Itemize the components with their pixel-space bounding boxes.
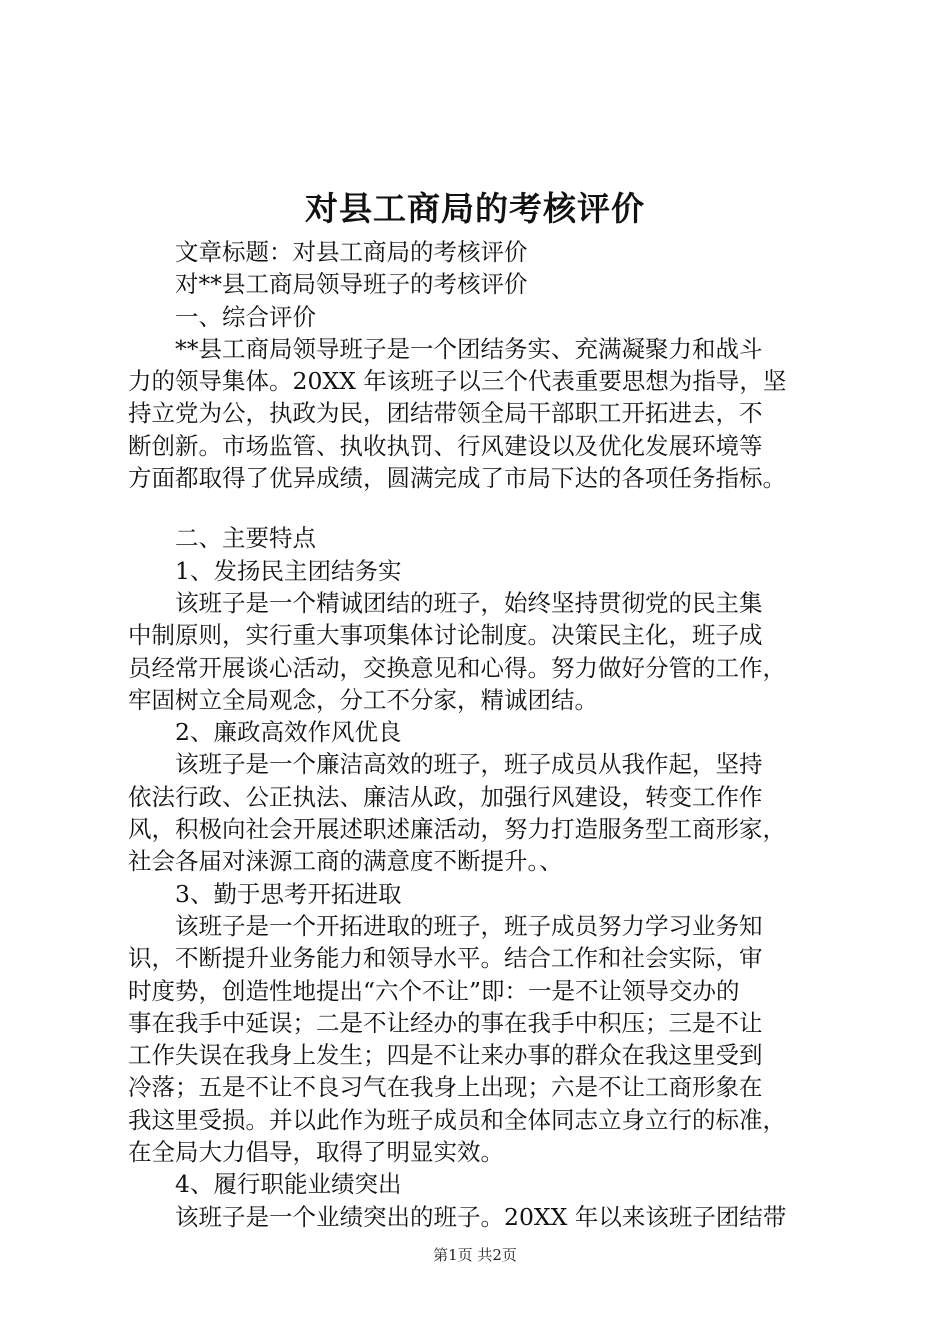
paragraph-line: 方面都取得了优异成绩，圆满完成了市局下达的各项任务指标。 (128, 464, 786, 493)
section-heading-1: 一、综合评价 (175, 302, 316, 331)
paragraph-line: 牢固树立全局观念，分工不分家，精诚团结。 (128, 685, 598, 714)
paragraph-line: 力的领导集体。20XX 年该班子以三个代表重要思想为指导，坚 (128, 367, 787, 396)
paragraph-line: 持立党为公，执政为民，团结带领全局干部职工开拓进去，不 (128, 399, 763, 428)
paragraph-line: 事在我手中延误；二是不让经办的事在我手中积压；三是不让 (128, 1008, 763, 1037)
paragraph-line: 社会各届对涞源工商的满意度不断提升。、 (128, 847, 563, 876)
paragraph-line: **县工商局领导班子是一个团结务实、充满凝聚力和战斗 (175, 334, 763, 363)
subsection-heading-3: 3、勤于思考开拓进取 (175, 879, 402, 908)
subsection-heading-4: 4、履行职能业绩突出 (175, 1170, 402, 1199)
subsection-heading-2: 2、廉政高效作风优良 (175, 718, 402, 747)
paragraph-line: 该班子是一个廉洁高效的班子，班子成员从我作起，坚持 (175, 750, 763, 779)
paragraph-gap (128, 494, 838, 522)
document-title: 对县工商局的考核评价 (305, 189, 645, 228)
paragraph-line: 该班子是一个开拓进取的班子，班子成员努力学习业务知 (175, 911, 763, 940)
page-footer: 第1页 共2页 (433, 1246, 517, 1264)
paragraph-line: 依法行政、公正执法、廉洁从政，加强行风建设，转变工作作 (128, 782, 763, 811)
paragraph-line: 员经常开展谈心活动，交换意见和心得。努力做好分管的工作， (128, 653, 786, 682)
paragraph-line: 风，积极向社会开展述职述廉活动，努力打造服务型工商形家， (128, 815, 786, 844)
paragraph-line: 在全局大力倡导，取得了明显实效。 (128, 1138, 504, 1167)
subsection-heading-1: 1、发扬民主团结务实 (175, 556, 402, 585)
document-body (128, 236, 838, 1233)
paragraph-line: 识，不断提升业务能力和领导水平。结合工作和社会实际，审 (128, 944, 763, 973)
paragraph-line: 我这里受损。并以此作为班子成员和全体同志立身立行的标准， (128, 1105, 786, 1134)
article-title-line: 文章标题：对县工商局的考核评价 (175, 238, 528, 266)
paragraph-line: 冷落；五是不让不良习气在我身上出现；六是不让工商形象在 (128, 1073, 763, 1102)
paragraph-line: 断创新。市场监管、执收执罚、行风建设以及优化发展环境等 (128, 431, 763, 460)
section-heading-2: 二、主要特点 (175, 524, 316, 553)
paragraph-line: 该班子是一个精诚团结的班子，始终坚持贯彻党的民主集 (175, 588, 763, 617)
subject-line: 对**县工商局领导班子的考核评价 (175, 270, 528, 299)
paragraph-line: 中制原则，实行重大事项集体讨论制度。决策民主化，班子成 (128, 621, 763, 650)
paragraph-line: 工作失误在我身上发生；四是不让来办事的群众在我这里受到 (128, 1041, 763, 1070)
paragraph-line: 时度势，创造性地提出“六个不让”即：一是不让领导交办的 (128, 976, 740, 1005)
paragraph-line: 该班子是一个业绩突出的班子。20XX 年以来该班子团结带 (175, 1202, 787, 1231)
